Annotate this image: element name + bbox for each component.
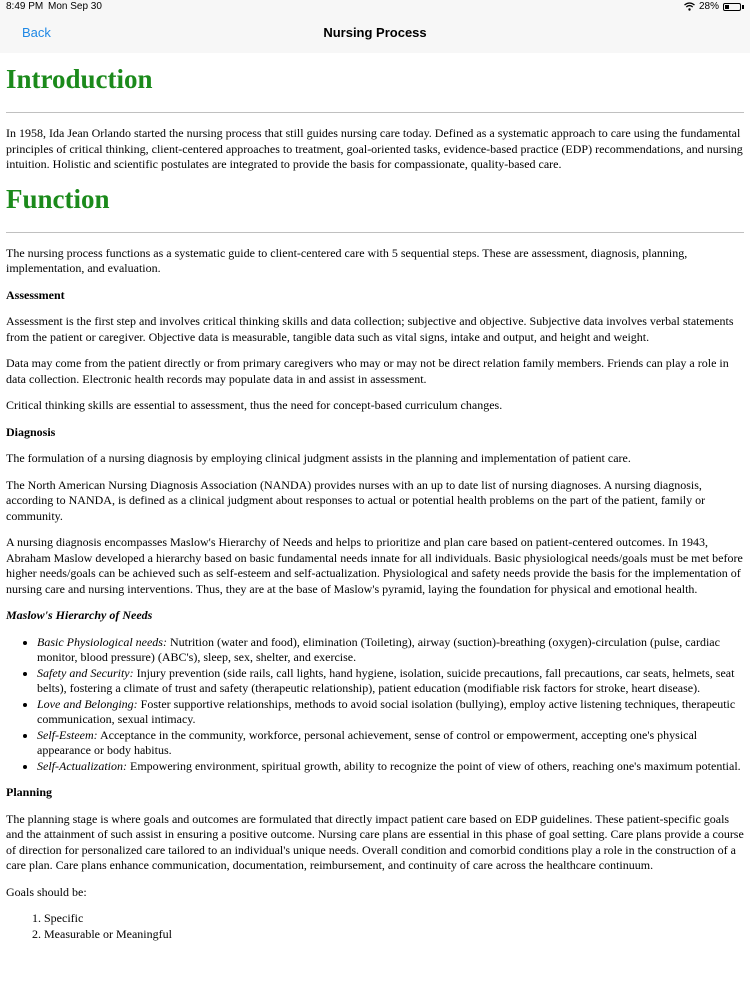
heading-diagnosis: Diagnosis [6,424,56,439]
diagnosis-paragraph-1: The formulation of a nursing diagnosis by employing clinical judgment assists in the planning and implementation of patient care. [6,451,631,465]
back-button[interactable]: Back [22,25,51,40]
battery-percent: 28% [698,1,719,12]
heading-introduction: Introduction [6,64,153,94]
list-item-term: Basic Physiological needs: [37,634,167,649]
goals-list [6,911,744,942]
battery-tip [742,5,744,9]
nav-bar [0,15,750,53]
list-item [37,728,744,759]
wifi-icon [684,2,695,11]
diagnosis-paragraph-2: The North American Nursing Diagnosis Association (NANDA) provides nurses with an up to date list of nursing diagnoses. A nursing diagnosis, according to NANDA, is defined as a clinical judgment about responses to actual or potential health problems on the part of the patient, family or community. [6,477,706,523]
diagnosis-paragraph-3: A nursing diagnosis encompasses Maslow's Hierarchy of Needs and helps to prioritize and plan care based on patient-centered outcomes. In 1943, Abraham Maslow developed a hierarchy based on basic fundamental needs innate for all individuals. Basic physiological needs/goals must be met before higher needs/goals can be achieved such as self-esteem and self-actualization. Physiological and safety needs provide the basis for the implementation of nursing care and nursing interventions. Thus, they are at the base of Maslow's pyramid, laying the foundation for physical and emotional health. [6,535,743,596]
divider [6,112,744,113]
list-item-term: Self-Esteem: [37,727,98,742]
goals-intro: Goals should be: [6,884,87,899]
list-item-term: Self-Actualization: [37,758,127,773]
list-item-desc: Acceptance in the community, workforce, personal achievement, sense of control or empowerment, accepting one's physical appearance or body habitus. [37,727,698,757]
assessment-paragraph-2: Data may come from the patient directly or from primary caregivers who may or may not be direct relation family members. Friends can play a role in data collection. Electronic health records may populate data in and assist in assessment. [6,356,729,386]
goal-item: 1. Specific [44,911,744,927]
maslow-heading-text: Maslow's Hierarchy of Needs [6,608,153,622]
maslow-list [6,635,744,775]
status-bar [0,0,750,15]
status-right [684,1,744,12]
nav-title: Nursing Process [323,25,427,40]
intro-paragraph: In 1958, Ida Jean Orlando started the nursing process that still guides nursing care today. Defined as a systematic approach to care using the fundamental principles of critical thinking, client-centered approaches to treatment, goal-oriented tasks, evidence-based practice (EDP) recommendations, and nursing intuition. Holistic and scientific postulates are integrated to provide the basis for compassionate, quality-based care. [6,126,743,171]
status-date: Mon Sep 30 [48,1,102,12]
heading-maslow [6,608,744,624]
heading-planning: Planning [6,785,53,799]
heading-assessment: Assessment [6,287,65,302]
list-item-term: Love and Belonging: [37,696,138,711]
list-item [37,666,744,697]
status-time: 8:49 PM [6,1,44,12]
assessment-paragraph-3: Critical thinking skills are essential to assessment, thus the need for concept-based curriculum changes. [6,398,503,412]
assessment-paragraph-1: Assessment is the first step and involves critical thinking skills and data collection; subjective and objective. Subjective data involves verbal statements from the patient or caregiver. Objective data is measurable, tangible data such as vital signs, intake and output, and height and weight. [6,314,734,344]
list-item [37,635,744,666]
list-item [37,759,744,775]
list-item-term: Safety and Security: [37,665,134,680]
heading-function: Function [6,183,110,214]
list-item-desc: Nutrition (water and food), elimination (Toileting), airway (suction)-breathing (oxygen)-circulation (pulse, cardiac monitor, blood pressure) (ABC's), sleep, sex, shelter, and exercise. [37,634,720,664]
battery-level [725,5,729,9]
list-item [37,697,744,728]
goal-item: 2. Measurable or Meaningful [44,927,744,943]
list-item-desc: Foster supportive relationships, methods to avoid social isolation (bullying), employ active listening techniques, therapeutic communication, sexual intimacy. [37,696,736,726]
list-item-desc: Injury prevention (side rails, call lights, hand hygiene, isolation, suicide precautions, fall precautions, car seats, helmets, seat belts), fostering a climate of trust and safety (therapeutic relationship), patient education (modifiable risk factors for stroke, heart disease). [37,665,735,695]
battery-icon [723,3,741,11]
article-content [6,53,744,942]
divider [6,232,744,233]
list-item-desc: Empowering environment, spiritual growth, ability to recognize the point of view of others, reaching one's maximum potential. [126,758,741,773]
planning-paragraph: The planning stage is where goals and outcomes are formulated that directly impact patient care based on EDP guidelines. These patient-specific goals and the attainment of such assist in ensuring a positive outcome. Nursing care plans are essential in this phase of goal setting. Care plans provide a course of direction for personalized care tailored to an individual's unique needs. Overall condition and comorbid conditions play a role in the construction of a care plan. Care plans enhance communication, documentation, reimbursement, and continuity of care across the healthcare continuum. [6,811,744,872]
function-paragraph: The nursing process functions as a systematic guide to client-centered care with 5 sequential steps. These are assessment, diagnosis, planning, implementation, and evaluation. [6,245,688,275]
